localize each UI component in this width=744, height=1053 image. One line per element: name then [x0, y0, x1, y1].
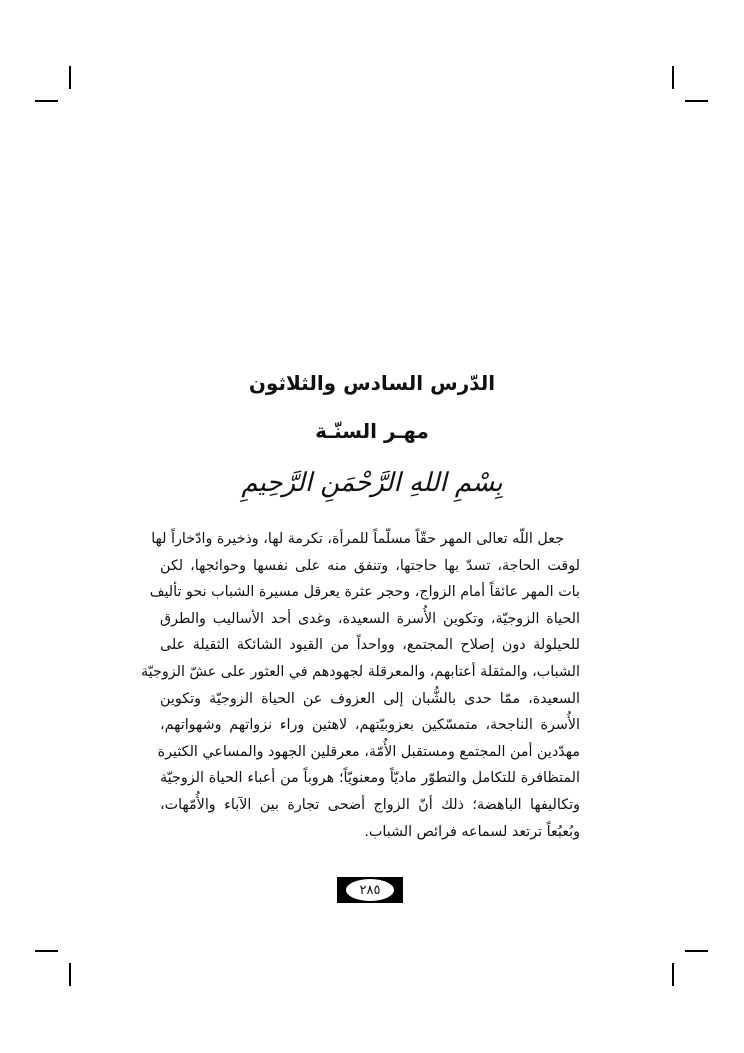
page-number: ٢٨٥	[359, 882, 381, 898]
body-line: المتظافرة للتكامل والتطوّر ماديّاً ومعنويّاً؛ هروباً من أعباء الحياة الزوجيّة	[160, 770, 580, 787]
crop-mark-bottom-right-horizontal	[685, 950, 708, 952]
body-line: الشباب، والمثقلة أعتابهم، والمعرقلة لجهودهم في العثور على عشّ الزوجيّة	[141, 663, 580, 680]
body-line: بات المهر عائقاً أمام الزواج، وحجر عثرة يعرقل مسيرة الشباب نحو تأليف	[149, 584, 580, 601]
crop-mark-top-right-horizontal	[685, 100, 708, 102]
crop-mark-top-left-horizontal	[35, 100, 58, 102]
body-line: الحياة الزوجيّة، وتكوين الأُسرة السعيدة، وغدى أحد الأساليب والطرق	[160, 610, 580, 627]
body-line: السعيدة، ممّا حدى بالشُّبان إلى العزوف عن الحياة الزوجيّة وتكوين	[160, 690, 580, 707]
body-line: للحيلولة دون إصلاح المجتمع، وواحداً من القيود الشائكة الثقيلة على	[160, 637, 580, 654]
body-line: لوقت الحاجة، تسدّ بها حاجتها، وتنفق منه على نفسها وحوائجها، لكن	[160, 557, 580, 574]
subject-title: مهـر السنّـة	[315, 419, 429, 443]
crop-mark-bottom-right-vertical	[672, 963, 674, 986]
body-line: الأُسرة الناجحة، متمسّكين بعزوبيّتهم، لاهثين وراء نزواتهم وشهواتهم،	[160, 717, 580, 734]
body-line: جعل اللّه تعالى المهر حقّاً مسلّماً للمرأة، تكرمة لها، وذخيرة وادّخاراً لها	[151, 531, 564, 547]
crop-mark-bottom-left-horizontal	[35, 950, 58, 952]
page-number-badge	[337, 877, 403, 903]
basmala-calligraphy: بِسْمِ اللهِ الرَّحْمَنِ الرَّحِيمِ	[241, 468, 503, 498]
page-number-oval	[346, 879, 394, 901]
crop-mark-top-left-vertical	[69, 66, 71, 89]
crop-mark-bottom-left-vertical	[69, 963, 71, 986]
body-line: مهدّدين أمن المجتمع ومستقبل الأُمّة، معرقلين الجهود والمساعي الكثيرة	[157, 743, 580, 760]
crop-mark-top-right-vertical	[672, 66, 674, 89]
body-paragraph	[141, 526, 580, 845]
body-line: وبُعبُعاً ترتعد لسماعه فرائص الشباب.	[364, 823, 580, 840]
body-line: وتكاليفها الباهضة؛ ذلك أنّ الزواج أضحى تجارة بين الآباء والأُمّهات،	[160, 796, 580, 813]
lesson-title: الدّرس السادس والثلاثون	[248, 371, 496, 395]
